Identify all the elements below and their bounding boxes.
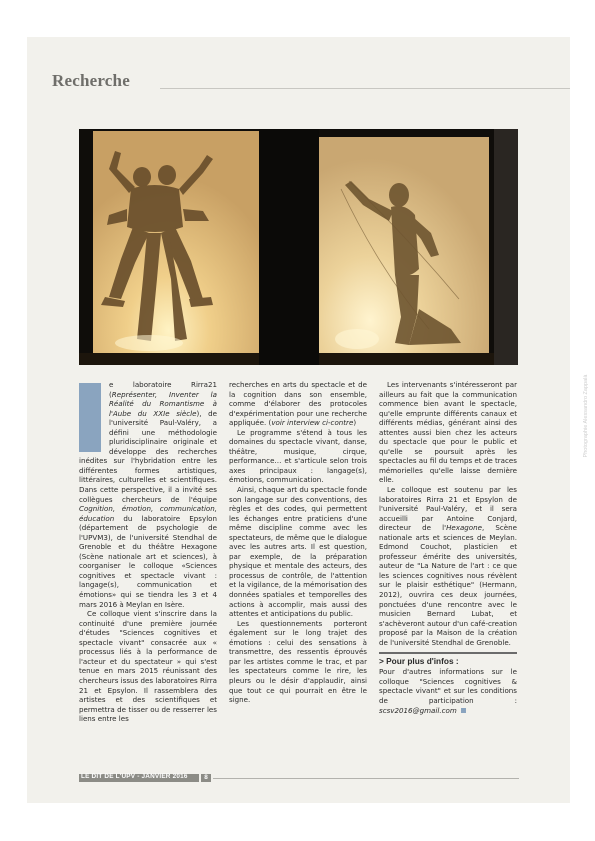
paragraph: Ainsi, chaque art du spectacle fonde son langage sur des conventions, des règles et des codes, qui permettent les échanges entre praticiens d'une même discipline comme avec les spectateurs, de même que le dialogue avec les autres arts. Il est question, par exemple, de la préparation physique et mentale des acteurs, des processus de contrôle, de l'attention et la vigilance, de la mémorisation des données spatiales et temporelles des actions à accomplir, mais aussi des attentes et anticipations du public. xyxy=(229,485,367,619)
dropcap-block xyxy=(79,383,101,452)
article-column-3 xyxy=(379,380,517,715)
photo-illustration xyxy=(79,129,518,365)
info-text: Pour d'autres informations sur le colloque "Sciences cognitives & spectacle vivant" et sur les conditions de participation : scsv2016@gmail.com xyxy=(379,667,517,715)
paragraph: Les questionnements porteront également sur le long trajet des émotions : celui des sensations à transmettre, des ressentis éprouvés par les artistes comme le trac, et par les spectateurs comme le rire, les pleurs ou le désir d'applaudir, ainsi que tout ce qui pourrait en être le signe. xyxy=(229,618,367,705)
page-number: 8 xyxy=(201,774,211,782)
photo-credit: Photographie Alessandro Zappalà xyxy=(583,374,589,458)
article-column-2 xyxy=(229,380,367,705)
paragraph: Le colloque est soutenu par les laboratoires Rirra 21 et Epsylon de l'université Paul-Valéry, et il sera accueilli par Antoine Conjard, directeur de l'Hexagone, Scène nationale arts et sciences de Meylan. Edmond Couchot, plasticien et professeur émérite des universités, auteur de "La Nature de l'art : ce que les sciences cognitives nous révèlent sur le plaisir esthétique" (Hermann, 2012), ouvrira ces deux journées, ponctuées d'une rencontre avec le musicien Bernard Lubat, et s'achèveront autour d'un café-creation proposé par la Maison de la création de l'université Stendhal de Grenoble. xyxy=(379,485,518,647)
article-column-1 xyxy=(79,380,217,724)
paragraph: Ce colloque vient s'inscrire dans la continuité d'une première journée d'études "Sciences cognitives et spectacle vivant" consacrée aux « processus liés à la performance de l'acteur et du spectateur » qui s'est tenue en mars 2015 réunissant des chercheurs issus des laboratoires Rirra 21 et Epsylon. Il rassemblera des artistes et des scientifiques et permettra de tisser ou de resserrer les liens entre les xyxy=(79,609,217,724)
info-divider xyxy=(379,652,517,654)
footer-divider xyxy=(213,778,519,779)
footer-publication: LE DIT DE L'UPV - JANVIER 2016 xyxy=(81,773,188,780)
info-title: > Pour plus d'infos : xyxy=(379,655,459,666)
end-mark-icon xyxy=(461,708,466,713)
paragraph: Les intervenants s'intéresseront par ailleurs au fait que la communication commence bien avant le spectacle, qu'elle emprunte différents canaux et différents médias, générant ainsi des attentes aussi bien chez les acteurs du spectacle que pour le public et qu'elle se poursuit après les spectacles au fil du temps et de traces mémorielles qu'elle laisse dernière elle. xyxy=(379,380,517,485)
title-divider xyxy=(160,88,570,89)
paragraph: recherches en arts du spectacle et de la cognition dans son ensemble, comme d'élaborer des protocoles d'expérimentation pour une recherche appliquée. (voir interview ci-contre) xyxy=(229,380,367,428)
contact-email-link[interactable]: scsv2016@gmail.com xyxy=(379,705,457,715)
paragraph: e laboratoire Rirra21 (Représenter, Inventer la Réalité du Romantisme à l'Aube du XXIe siècle), de l'université Paul-Valéry, a défini une méthodologie pluridisciplinaire originale et développe des recherches inédites sur l'hybridation entre les différentes formes artistiques, littéraires, culturelles et scientifiques. Dans cette perspective, il a invité ses collègues chercheurs de l'équipe Cognition, émotion, communication, éducation du laboratoire Epsylon (département de psychologie de l'UPVM3), de l'université Stendhal de Grenoble et du théâtre Hexagone (Scène nationale art et sciences), à coorganiser le colloque «Sciences cognitives et spectacle vivant : langage(s), communication et émotions» qui se tiendra les 3 et 4 mars 2016 à Meylan en Isère. xyxy=(79,380,217,609)
paragraph: Le programme s'étend à tous les domaines du spectacle vivant, danse, théâtre, musique, cirque, performance… et s'articule selon trois axes principaux : langage(s), émotions, communication. xyxy=(229,427,367,485)
section-title: Recherche xyxy=(52,71,130,90)
